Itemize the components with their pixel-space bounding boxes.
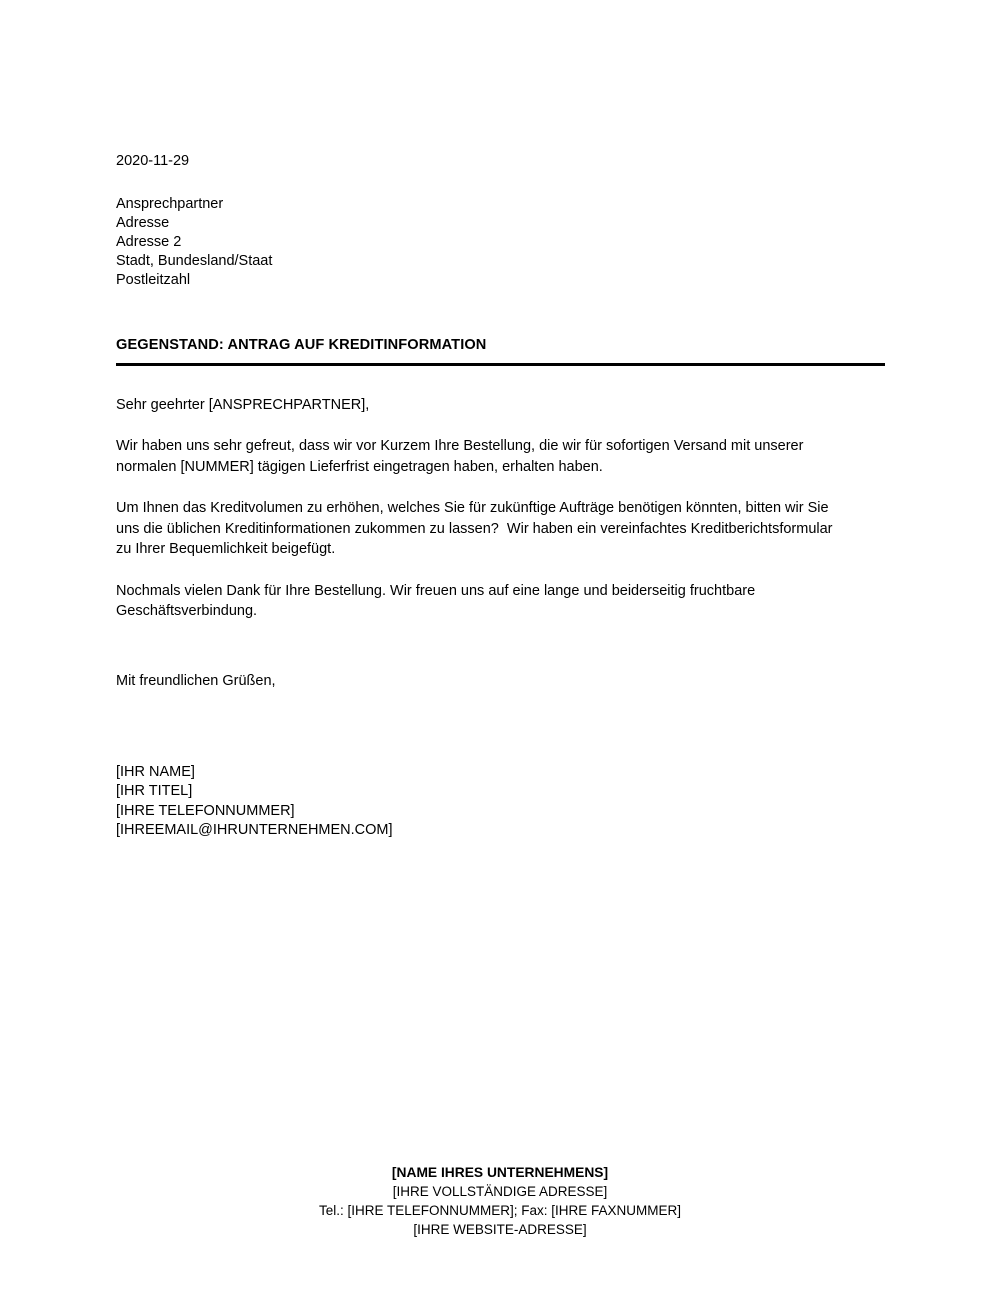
- address-line-city-state: Stadt, Bundesland/Staat: [116, 253, 273, 269]
- body-paragraph-1: Wir haben uns sehr gefreut, dass wir vor Kurzem Ihre Bestellung, die wir für sofortigen Versand mit unserer normalen [NUMMER] tägigen Lieferfrist eingetragen haben, erhalten haben.: [116, 438, 808, 475]
- recipient-address-block: [116, 195, 838, 290]
- signature-email: [IHREEMAIL@IHRUNTERNEHMEN.COM]: [116, 822, 393, 838]
- subject-heading: GEGENSTAND: ANTRAG AUF KREDITINFORMATION: [116, 337, 487, 353]
- address-line-postal-code: Postleitzahl: [116, 272, 191, 288]
- letter-date: 2020-11-29: [116, 153, 190, 169]
- signature-phone: [IHRE TELEFONNUMMER]: [116, 802, 295, 819]
- salutation: Sehr geehrter [ANSPRECHPARTNER],: [116, 397, 370, 413]
- address-line-street: Adresse: [116, 215, 170, 231]
- closing-salutation: Mit freundlichen Grüßen,: [116, 672, 276, 689]
- subject-section: [116, 336, 838, 366]
- subject-divider: [116, 363, 885, 366]
- body-paragraph-3: Nochmals vielen Dank für Ihre Bestellung. Wir freuen uns auf eine lange und beiderseitig fruchtbare Geschäftsverbindung.: [116, 582, 760, 619]
- footer-address: [IHRE VOLLSTÄNDIGE ADRESSE]: [392, 1184, 608, 1199]
- footer-contact: Tel.: [IHRE TELEFONNUMMER]; Fax: [IHRE FAXNUMMER]: [318, 1203, 682, 1218]
- body-paragraph-2: Um Ihnen das Kreditvolumen zu erhöhen, welches Sie für zukünftige Aufträge benötigen könnten, bitten wir Sie uns die üblichen Kreditinformationen zukommen zu lassen? Wir haben ein vereinfachtes Kreditberichtsformular zu Ihrer Bequemlichkeit beigefügt.: [116, 500, 837, 557]
- signature-name: [IHR NAME]: [116, 763, 195, 780]
- footer-website: [IHRE WEBSITE-ADRESSE]: [413, 1222, 587, 1237]
- footer-company-name: [NAME IHRES UNTERNEHMENS]: [391, 1165, 609, 1180]
- signature-block: [116, 763, 838, 841]
- page-footer: [0, 1163, 1000, 1239]
- signature-title: [IHR TITEL]: [116, 783, 193, 799]
- address-line-street-2: Adresse 2: [116, 234, 182, 250]
- address-line-recipient: Ansprechpartner: [116, 196, 224, 212]
- letter-body: [116, 152, 838, 841]
